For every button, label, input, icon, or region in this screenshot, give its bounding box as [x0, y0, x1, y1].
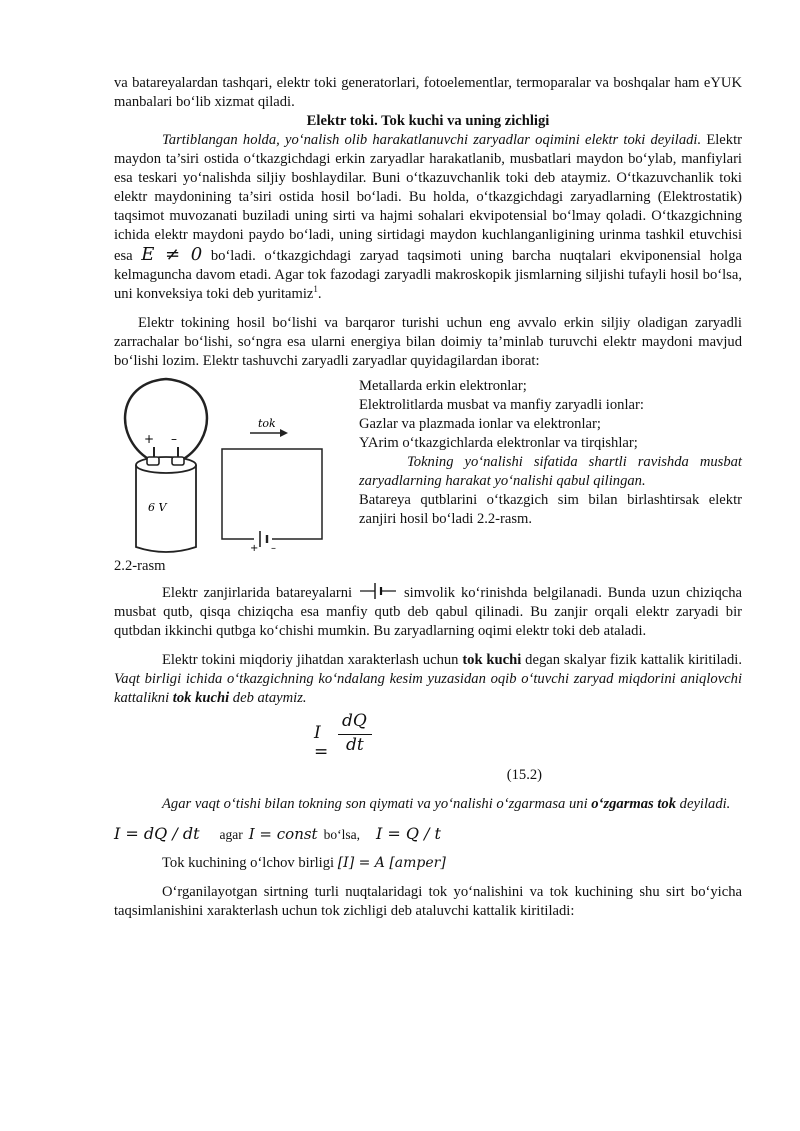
- wire-loop: [125, 379, 207, 461]
- battery-statement: Batareya qutblarini o‘tkazgich sim bilan birlashtirsak elektr zanjiri hosil bo‘ladi 2.2-rasm.: [359, 492, 742, 527]
- formula-ratio: I = Q / t: [375, 824, 441, 843]
- paragraph-carriers-intro: Elektr tokining hosil bo‘lishi va barqaror turishi uchun eng avvalo erkin siljiy oladigan zaryadli zarrachalar bo‘lishi, so‘ngra esa ularni energiya bilan doimiy ta’minlab turuvchi elektr maydoni mavjud bo‘lishi lozim. Elektr tashuvchi zaryadli zaryadlar quyidagilardan iborat:: [114, 315, 742, 369]
- text-italic: Agar vaqt o‘tishi bilan tokning son qiymati va yo‘nalishi o‘zgarmasa uni: [162, 796, 592, 812]
- footnote-mark: 1: [313, 284, 318, 295]
- section-title: Elektr toki. Tok kuchi va uning zichligi: [306, 113, 550, 129]
- list-item: Elektrolitlarda musbat va manfiy zaryadli ionlar:: [359, 397, 644, 413]
- definition-text: Elektr maydon ta’siri ostida o‘tkazgichdagi erkin zaryadlar harakatlanib, musbatlari maydon bo‘ylab, manfiylari esa teskari yo‘nalishda siljiy boshlaydilar. Buni o‘tkazuvchanlik toki deb ataymiz. O‘tkazuvchanlik toki elektr maydonining ta’siri ostida hosil bo‘ladi. Bu holda, o‘tkazgichdagi zaryadlarning (Elektrostatik) taqsimot muvozanati buziladi uning sirti va hajmi sohalari ekvipotensial bo‘lmay qoladi. O‘tkazgichning ichida elektr maydoni paydo bo‘ladi, uning sirtidagi maydon kuchlanganligining urinma tashkil etuvchisi esa: [114, 132, 742, 264]
- battery-circuit-figure: [114, 371, 354, 557]
- unit-formula: [I] = A [amper]: [337, 855, 446, 871]
- circuit-plus: +: [250, 543, 259, 554]
- paragraph-unit: [114, 854, 742, 873]
- page-body: [114, 74, 742, 921]
- paragraph-current-strength: [114, 651, 742, 708]
- text-part: Elektr tokini miqdoriy jihatdan xarakterlash uchun: [162, 652, 463, 668]
- formula-const: I = const: [248, 825, 318, 843]
- equation-numerator: dQ: [342, 711, 367, 731]
- figure-caption: 2.2-rasm: [114, 558, 166, 574]
- paragraph-battery-symbol: [114, 582, 742, 641]
- definition-italic: Tartiblangan holda, yo‘nalish olib harakatlanuvchi zaryadlar oqimini elektr toki deyiladi.: [162, 132, 702, 148]
- paragraph-direct-current: [114, 795, 742, 814]
- word-bolsa: bo‘lsa,: [323, 827, 360, 842]
- voltage-label: 6 V: [148, 501, 167, 514]
- list-item: Metallarda erkin elektronlar;: [359, 378, 527, 394]
- circuit-minus: –: [271, 543, 276, 554]
- definition-italic-end: deb ataymiz.: [229, 690, 307, 706]
- unit-text: Tok kuchining o‘lchov birligi: [162, 855, 338, 871]
- plus-sign: +: [144, 432, 155, 446]
- current-arrow-head: [280, 429, 288, 437]
- text-part: Elektr zanjirlarida batareyalarni: [162, 585, 359, 601]
- formula-derivative: I = dQ / dt: [114, 824, 200, 843]
- battery-top: [136, 457, 196, 473]
- list-item: Gazlar va plazmada ionlar va elektronlar;: [359, 416, 601, 432]
- direct-current-formulas: [114, 824, 742, 844]
- text-italic-end: deyiladi.: [676, 796, 731, 812]
- battery-symbol-icon: [358, 582, 398, 600]
- figure-row: [114, 371, 742, 557]
- definition-text-2: bo‘ladi. o‘tkazgichdagi zaryad taqsimoti uning barcha nuqtalari ekviponensial holga kelmaguncha davom etadi. Agar tok fazodagi zaryadli makroskopik jismlarning siljishi tufayli hosil bo‘lsa, uni konveksiya toki deb yuritamiz: [114, 248, 742, 302]
- minus-sign: –: [171, 432, 177, 446]
- period: .: [317, 286, 322, 302]
- tok-label: tok: [258, 417, 276, 430]
- equation-number: (15.2): [506, 767, 542, 783]
- paragraph-current-density: O‘rganilayotgan sirtning turli nuqtalaridagi tok yo‘nalishini va tok kuchining shu sirt bo‘yicha taqsimlanishini xarakterlash uchun tok zichligi deb ataluvchi kattalik kiritiladi:: [114, 884, 742, 919]
- terminal-plus: [147, 457, 159, 465]
- field-formula: E ≠ 0: [141, 244, 203, 265]
- circuit-wire: [222, 449, 322, 539]
- text-part: degan skalyar fizik kattalik kiritiladi.: [521, 652, 742, 668]
- word-agar: agar: [219, 827, 243, 842]
- equation-lhs: I =: [314, 723, 329, 762]
- paragraph-definition: [114, 131, 742, 304]
- equation-current: [114, 708, 742, 766]
- term-bold-italic: tok kuchi: [172, 690, 230, 706]
- term-bold: tok kuchi: [462, 652, 522, 668]
- list-item: YArim o‘tkazgichlarda elektronlar va tirqishlar;: [359, 435, 638, 451]
- definition-italic: Vaqt birligi ichida o‘tkazgichning ko‘ndalang kesim yuzasidan oqib o‘tuvchi zaryad miqdorini aniqlovchi kattalikni: [114, 671, 742, 706]
- equation-denominator: dt: [346, 735, 364, 755]
- terminal-minus: [172, 457, 184, 465]
- carrier-list: [359, 377, 742, 529]
- direction-statement: Tokning yo‘nalishi sifatida shartli ravishda musbat zaryadlarning harakat yo‘nalishi qabul qilingan.: [359, 454, 742, 489]
- intro-paragraph: va batareyalardan tashqari, elektr toki generatorlari, fotoelementlar, termoparalar va boshqalar ham eYUK manbalari bo‘lib xizmat qiladi.: [114, 75, 742, 110]
- term-bold-italic: o‘zgarmas tok: [591, 796, 677, 812]
- text-part: simvolik ko‘rinishda belgilanadi. Bunda uzun chiziqcha musbat qutb, qisqa chiziqcha esa manfiy qutb deb qabul qilinadi. Bu zanjir orqali elektr zaryadi bir qutbdan ikkinchi qutbga ko‘chishi mumkin. Bu zaryadlarning oqimi elektr toki deb ataladi.: [114, 585, 742, 639]
